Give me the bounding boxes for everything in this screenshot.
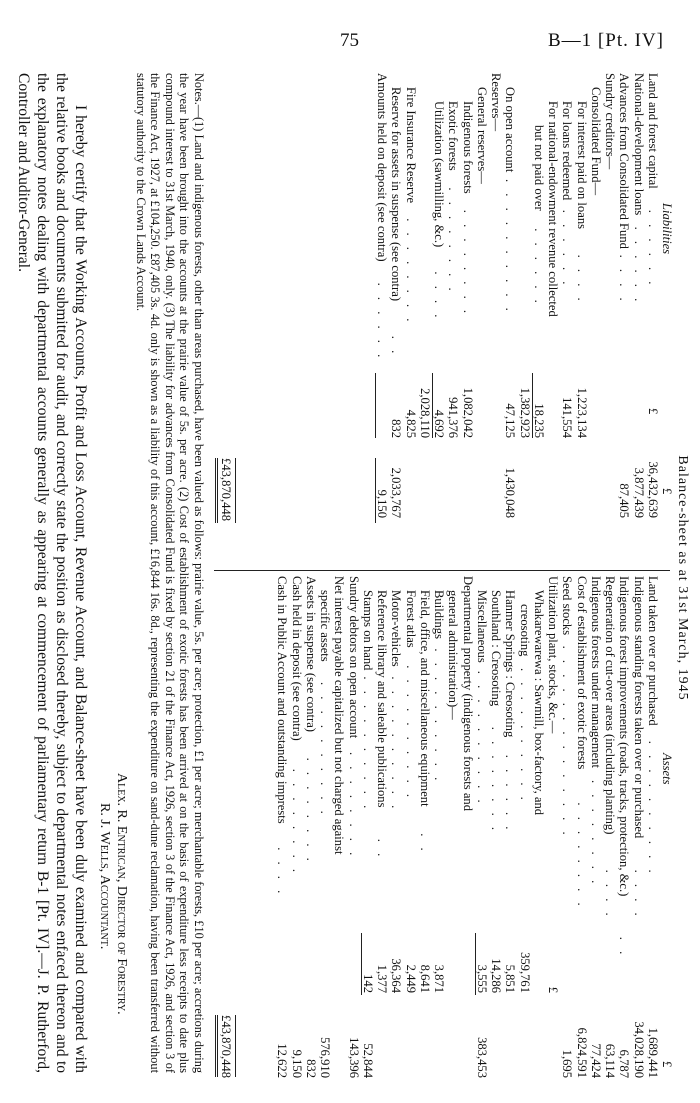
table-row-label: Land and forest capital: [646, 73, 660, 189]
table-row-label: Advances from Consolidated Fund: [617, 73, 632, 249]
leader-dots: . . . . . . . .: [589, 780, 603, 888]
underline-rule: [215, 458, 216, 523]
audit-certificate: I hereby certify that the Working Accounts, Profit and Loss Account, Revenue Account, and Balance-sheet have been duly examined and compared with the relative books and documents submitted for audit, and correctly state the position as disclosed thereby, subject to departmental notes enfaced thereon and to the explanatory notes dealing with departmental accounts generally as appearing at commencement of parliamentary return B-1 [Pt. IV].—J. P. Rutherford, Controller and Auditor-General.: [15, 73, 89, 1073]
amount-total: 2,033,767: [389, 467, 404, 518]
leader-dots: . . . . . . . . . .: [646, 740, 660, 877]
leader-dots: . . . .: [574, 254, 589, 305]
currency-symbol: £: [660, 488, 674, 495]
table-row-label: Miscellaneous: [475, 590, 489, 663]
table-row-label: Indigenous forest improvements (roads, tracks, protection, &c.): [617, 576, 632, 897]
table-row-label: Reserve for assets in suspense (see contra): [389, 87, 404, 302]
table-row-label: National-development loans: [631, 73, 646, 216]
table-row-label: General reserves—: [475, 87, 489, 184]
grand-total: £43,870,448: [219, 458, 233, 521]
amount-total: 6,824,591: [574, 1027, 589, 1078]
amount-total: 383,453: [475, 1037, 489, 1078]
leader-dots: . .: [418, 833, 432, 855]
leader-dots: . . . . . .: [503, 754, 518, 834]
currency-symbol: £: [646, 408, 660, 415]
leader-dots: . .: [617, 936, 632, 959]
leader-dots: . . . .: [603, 869, 618, 920]
table-row-label: On open account: [503, 87, 518, 173]
table-row-label: Utilization (sawmilling, &c.): [432, 101, 447, 248]
amount-subtotal: 2,449: [403, 964, 418, 993]
table-row-label: Utilization plant, stocks, &c.—: [546, 576, 561, 734]
leader-dots: . .: [389, 335, 404, 358]
leader-dots: . . . . . . . . . .: [403, 665, 418, 802]
page-number: 75: [340, 30, 359, 51]
leader-dots: . . . . . . . . . .: [432, 648, 447, 785]
table-row-label: Cash in Public Account and outstanding imprests: [275, 576, 290, 824]
amount-total: 52,844: [361, 1043, 375, 1078]
amount-subtotal: 4,692: [432, 409, 447, 438]
leader-dots: . . . . . . . . . .: [503, 179, 518, 315]
table-row-label: Whakarewarewa : Sawmill, box-factory, and: [532, 590, 546, 816]
table-row-label: For loans redeemed: [560, 101, 575, 201]
leader-dots: . . . . . . . .: [489, 726, 504, 835]
amount-subtotal: 4,825: [403, 409, 418, 438]
amount-subtotal: 1,382,923: [517, 387, 532, 438]
amount-subtotal: £: [546, 986, 561, 993]
amount-subtotal: 36,364: [389, 958, 404, 993]
amount-total: 9,150: [289, 1049, 304, 1078]
table-row-label: Amounts held on deposit (see contra): [375, 73, 390, 262]
page-reference: B—1 [Pt. IV]: [548, 30, 664, 51]
underline-rule: [375, 458, 376, 523]
table-row-label: Consolidated Fund—: [589, 87, 603, 196]
leader-dots: . . . . . . . . . .: [318, 682, 333, 818]
signature-director: Alex. R. Entrican, Director of Forestry.: [114, 773, 129, 1015]
table-row-label: Indigenous standing forests taken over or purchased: [631, 576, 646, 839]
underline-rule: [235, 1015, 236, 1077]
table-row-label: Southland : Creosoting: [489, 590, 504, 707]
amount-total: 143,396: [346, 1037, 361, 1078]
grand-total: £43,870,448: [219, 1015, 233, 1078]
underline-rule: [361, 933, 362, 995]
table-row-label: Reserves—: [489, 73, 504, 132]
amount-subtotal: 141,554: [560, 397, 575, 438]
amount-total: 1,695: [560, 1049, 575, 1078]
notes-paragraph: Notes.—(1) Land and indigenous forests, other than areas purchased, have been valued as follows: prairie value, 5s. per acre; protection, £1 per acre; merchantable forests, £10 per acre; accretions during the year have been brought into the accounts at the prairie value of 5s. per acre. (2) Cost of establishment of exotic forests has been arrived at on the basis of expenditure less receipts to date plus compound interest to 31st March, 1940, only. (3) The liability for advances from Consolidated Fund is fixed by section 21 of the Finance Act, 1926, section 3 of the Finance Act, 1926, and section 3 of the Finance Act, 1927, at £104,250. £87,405 3s. 4d. only is shown as a liability of this account, £16,844 16s. 8d., representing the expenditure on sand-dune reclamation, having been transferred without statutory authority to the Crown Lands Account.: [134, 73, 206, 1073]
table-row-label: Forest atlas: [403, 590, 418, 648]
table-row-label: specific assets: [318, 590, 333, 662]
table-row-label: Stamps on hand: [361, 590, 375, 671]
table-row-label: Sundry creditors—: [603, 73, 618, 170]
column-heading: Liabilities: [660, 203, 674, 255]
leader-dots: . . . . . . . . . .: [389, 676, 404, 813]
leader-dots: . . . .: [275, 847, 290, 898]
column-heading: Assets: [660, 753, 674, 785]
amount-subtotal: 18,235: [532, 403, 546, 438]
leader-dots: . . . . . . . .: [460, 209, 475, 318]
amount-total: 12,622: [275, 1043, 290, 1078]
table-row-label: Fire Insurance Reserve: [403, 87, 418, 204]
leader-dots: . . . . . . . . . .: [361, 676, 375, 813]
amount-subtotal: 941,376: [446, 397, 461, 438]
table-row-label: Hanmer Springs : Creosoting: [503, 590, 518, 738]
underline-rule: [235, 458, 236, 523]
amount-subtotal: 832: [389, 419, 404, 438]
table-row-label: Indigenous forests under management: [589, 576, 603, 768]
table-row-label: Cash held in deposit (see contra): [289, 576, 304, 741]
table-row-label: Assets in suspense (see contra): [304, 576, 318, 732]
amount-total: 36,432,639: [646, 461, 660, 518]
table-row-label: Field, office, and miscellaneous equipment: [418, 590, 432, 807]
amount-subtotal: 1,377: [375, 964, 390, 993]
leader-dots: . . . .: [617, 254, 632, 305]
leader-dots: . . . . . .: [532, 228, 546, 307]
leader-dots: . . . . . . . .: [289, 768, 304, 877]
amount-subtotal: 5,851: [503, 964, 518, 993]
table-row-label: Cost of establishment of exotic forests: [574, 576, 589, 770]
signature-accountant: R. J. Wells, Accountant.: [97, 803, 112, 950]
underline-rule: [532, 373, 533, 438]
underline-rule: [215, 1015, 216, 1077]
leader-dots: . .: [375, 838, 390, 861]
table-row-label: Exotic forests: [446, 101, 461, 171]
amount-total: 9,150: [375, 489, 390, 518]
table-row-label: Buildings: [432, 590, 447, 639]
currency-symbol: £: [660, 1061, 674, 1068]
amount-total: 832: [304, 1059, 318, 1078]
table-row-label: Indigenous forests: [460, 101, 475, 194]
table-row-label: Land taken over or purchased: [646, 576, 660, 726]
leader-dots: . . . . . . . . . .: [475, 670, 489, 807]
table-row-label: Net interest payable capitalized but not charged against: [332, 576, 347, 855]
leader-dots: . . . . . .: [631, 226, 646, 306]
amount-subtotal: 142: [361, 974, 375, 993]
amount-total: 1,689,441: [646, 1027, 660, 1078]
underline-rule: [375, 373, 376, 438]
leader-dots: . . . . . . . . . .: [517, 668, 532, 804]
leader-dots: . . . . . .: [560, 209, 575, 289]
amount-subtotal: 1,223,134: [574, 387, 589, 438]
amount-total: 63,114: [603, 1043, 618, 1078]
rotated-balance-sheet: [10, 73, 690, 1083]
leader-dots: . . . .: [631, 869, 646, 920]
leader-dots: . . . . . .: [375, 282, 390, 362]
amount-subtotal: 47,125: [503, 403, 518, 438]
table-row-label: For interest paid on loans: [574, 101, 589, 230]
table-row-label: general administration)—: [446, 590, 461, 720]
amount-subtotal: 1,082,042: [460, 387, 475, 438]
amount-total: 576,910: [318, 1037, 333, 1078]
amount-total: 3,877,439: [631, 467, 646, 518]
table-row-label: Sundry debtors on open account: [346, 576, 361, 739]
leader-dots: . . . . . . . .: [446, 187, 461, 295]
leader-dots: . . . . . . . .: [403, 218, 418, 326]
leader-dots: . . . . . . . . . . . . . .: [560, 645, 575, 839]
underline-rule: [432, 373, 433, 438]
amount-total: 1,430,048: [503, 467, 518, 518]
table-row-label: Reference library and saleable publications: [375, 590, 390, 808]
leader-dots: . . . .: [432, 271, 447, 322]
underline-rule: [475, 933, 476, 995]
table-row-label: Motor-vehicles: [389, 590, 404, 667]
underline-rule: [217, 458, 218, 523]
amount-subtotal: 2,028,110: [418, 388, 432, 438]
amount-subtotal: 8,641: [418, 964, 432, 993]
amount-total: 34,028,190: [631, 1021, 646, 1078]
table-row-label: creosoting: [517, 604, 532, 657]
leader-dots: . . . . . . . .: [346, 752, 361, 860]
table-row-label: Regeneration of cut-over areas (including planting): [603, 576, 618, 835]
amount-subtotal: 3,871: [432, 964, 447, 993]
table-row-label: Seed stocks: [560, 576, 575, 636]
table-row-label: but not paid over: [532, 125, 546, 211]
amount-subtotal: 14,286: [489, 958, 504, 993]
column-divider: [214, 570, 670, 571]
amount-subtotal: 3,555: [475, 964, 489, 993]
leader-dots: . . . . . . . .: [304, 757, 318, 865]
amount-subtotal: 359,761: [517, 952, 532, 993]
amount-total: 87,405: [617, 483, 632, 518]
table-row-label: For national-endowment revenue collected: [546, 101, 561, 317]
leader-dots: . . . . . . . .: [574, 802, 589, 910]
amount-total: 6,787: [617, 1049, 632, 1078]
amount-total: 77,424: [589, 1043, 603, 1078]
table-row-label: Departmental property (indigenous forests and: [460, 576, 475, 812]
underline-rule: [217, 1015, 218, 1077]
page-title: Balance-sheet as at 31st March, 1945: [675, 455, 690, 701]
leader-dots: . . . . . .: [646, 209, 660, 289]
